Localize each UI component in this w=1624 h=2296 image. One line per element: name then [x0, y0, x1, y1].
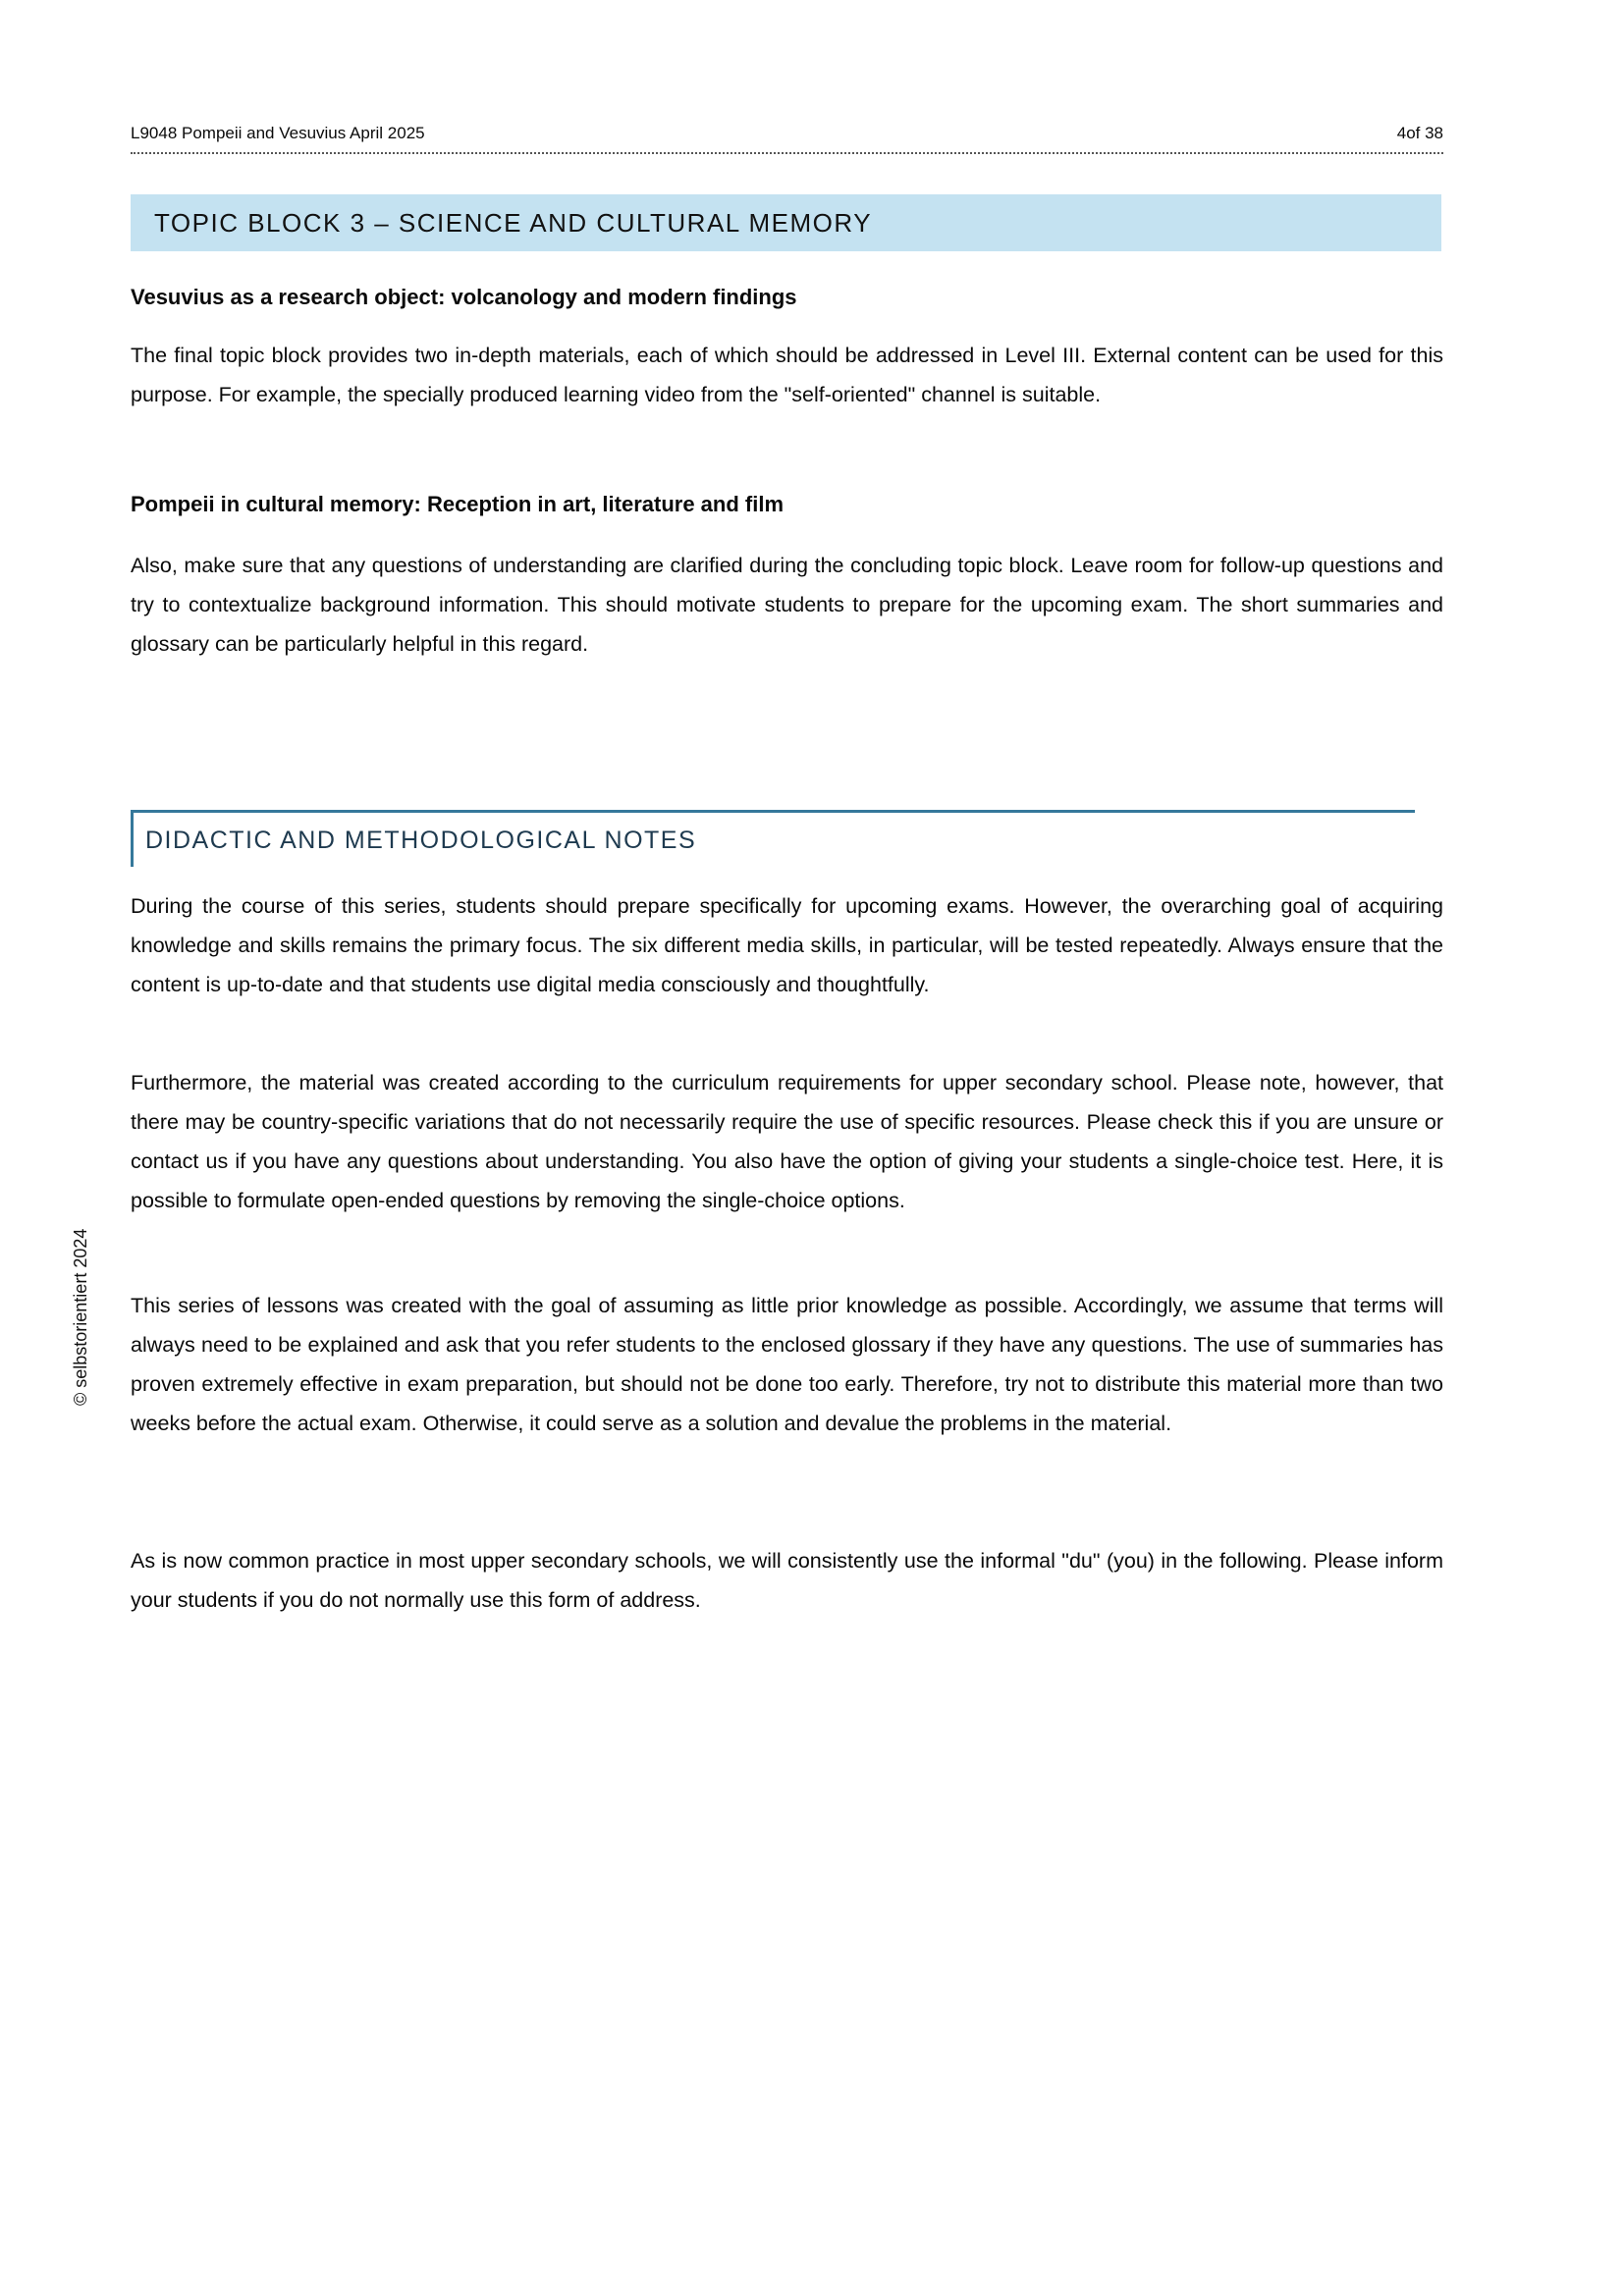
didactic-section-header [131, 810, 1415, 867]
paragraph-didactic-1: During the course of this series, students should prepare specifically for upcoming exams. However, the overarching goal of acquiring knowledge and skills remains the primary focus. The six different media skills, in particular, will be tested repeatedly. Always ensure that the content is up-to-date and that students use digital media consciously and thoughtfully. [131, 894, 1443, 996]
page-header [131, 124, 1443, 154]
paragraph-pompeii-cultural-memory: Also, make sure that any questions of understanding are clarified during the concluding topic block. Leave room for follow-up questions and try to contextualize background information. This should motivate students to prepare for the upcoming exam. The short summaries and glossary can be particularly helpful in this regard. [131, 554, 1443, 656]
topic-block-banner [131, 194, 1441, 251]
subheading-vesuvius-research: Vesuvius as a research object: volcanology and modern findings [131, 285, 797, 309]
didactic-section-title: DIDACTIC AND METHODOLOGICAL NOTES [145, 827, 697, 854]
paragraph-didactic-3: This series of lessons was created with the goal of assuming as little prior knowledge as possible. Accordingly, we assume that terms will always need to be explained and ask that you refer students to the enclosed glossary if they have any questions. The use of summaries has proven extremely effective in exam preparation, but should not be done too early. Therefore, try not to distribute this material more than two weeks before the actual exam. Otherwise, it could serve as a solution and devalue the problems in the material. [131, 1294, 1443, 1435]
copyright-notice: © selbstorientiert 2024 [71, 1228, 90, 1406]
header-page-number: 4of 38 [1396, 124, 1443, 142]
subheading-pompeii-cultural-memory: Pompeii in cultural memory: Reception in art, literature and film [131, 492, 785, 516]
topic-block-title: TOPIC BLOCK 3 – SCIENCE AND CULTURAL MEMORY [154, 207, 873, 238]
paragraph-vesuvius-research: The final topic block provides two in-depth materials, each of which should be addressed in Level III. External content can be used for this purpose. For example, the specially produced learning video from the "self-oriented" channel is suitable. [131, 344, 1443, 406]
paragraph-didactic-2: Furthermore, the material was created according to the curriculum requirements for upper secondary school. Please note, however, that there may be country-specific variations that do not necessarily require the use of specific resources. Please check this if you are unsure or contact us if you have any questions about understanding. You also have the option of giving your students a single-choice test. Here, it is possible to formulate open-ended questions by removing the single-choice options. [131, 1071, 1443, 1212]
header-doc-title: L9048 Pompeii and Vesuvius April 2025 [131, 124, 425, 142]
paragraph-didactic-4: As is now common practice in most upper secondary schools, we will consistently use the informal "du" (you) in the following. Please inform your students if you do not normally use this form of address. [131, 1549, 1443, 1612]
